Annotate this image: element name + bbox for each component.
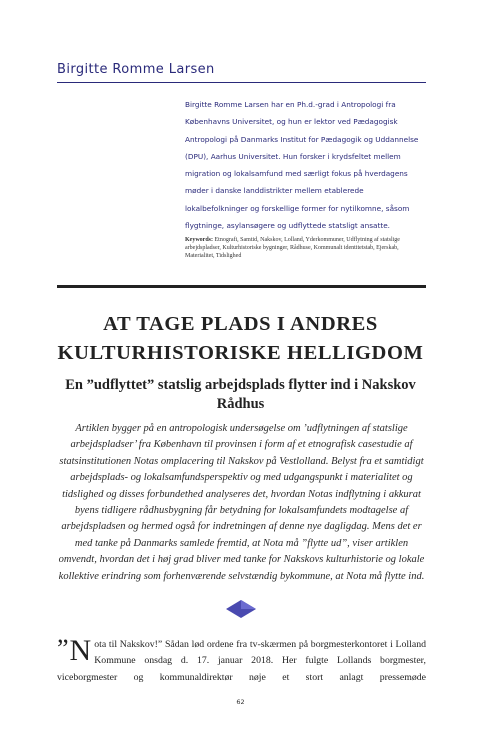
body-text: ota til Nakskov!” Sådan lød ordene fra tv-skærmen på borgmesterkontoret i Lolland Kommune onsdag d. 17. januar 2018. Her fulgte Lollands borgmester, viceborgmester og kommunaldirektør nøje et stort anlagt pressemøde — [57, 639, 426, 683]
body-paragraph — [57, 634, 426, 686]
article-subtitle: En ”udflyttet” statslig arbejdsplads flytter ind i Nakskov Rådhus — [65, 377, 416, 412]
article-title: AT TAGE PLADS I ANDRES KULTURHISTORISKE HELLIGDOM — [57, 313, 424, 364]
keywords-label: Keywords: — [185, 237, 213, 243]
drop-cap: N — [69, 634, 92, 667]
opening-quote: ” — [57, 634, 69, 663]
header-rule — [57, 82, 426, 83]
keywords-text: Etnografi, Samtid, Nakskov, Lolland, Yderkommuner, Udflytning af statslige arbejdspladser, Kulturhistoriske bygninger, Rådhuse, Kommunalt identitetstab, Ejerskab, Materialitet, Tidslighed — [185, 237, 400, 259]
keywords — [185, 236, 425, 260]
page-number: 62 — [236, 698, 245, 706]
section-rule — [57, 285, 426, 288]
diamond-ornament-icon — [226, 600, 256, 618]
article-abstract: Artiklen bygger på en antropologisk undersøgelse om ’udflytningen af statslige arbejdspladser’ fra København til provinsen i form af et etnografisk casestudie af statsinstitutionen Notas omplacering til Nakskov på Vestlolland. Belyst fra et samtidigt arbejdsplads- og lokalsamfundsperspektiv og med udgangspunkt i materialitet og tidslighed og disses forbundethed analyseres det, hvordan Notas indflytning i akkurat byens tidligere rådhusbygning får betydning for lokalsamfundets modtagelse af arbejdspladsen og hermed også for indretningen af denne nye dagligdag. Mens det er med tanke på Danmarks samlede fremtid, at Nota må ”flytte ud”, viser artiklen omvendt, hvordan det i høj grad bliver med tanke for Nakskovs kulturhistorie og lokale kollektive erindring som forhenværende selvstændig bykommune, at Nota må flytte ind. — [58, 423, 425, 582]
author-name: Birgitte Romme Larsen — [57, 62, 215, 77]
author-bio: Birgitte Romme Larsen har en Ph.d.-grad i Antropologi fra Københavns Universitet, og hun er lektor ved Pædagogisk Antropologi på Danmarks Institut for Pædagogik og Uddannelse (DPU), Aarhus Universitet. Hun forsker i krydsfeltet mellem migration og lokalsamfund med særligt fokus på hverdagens møder i danske landdistrikter mellem etablerede lokalbefolkninger og forskellige former for nytilkomne, såsom flygtninge, asylansøgere og udflyttede statsligt ansatte. — [185, 100, 419, 231]
